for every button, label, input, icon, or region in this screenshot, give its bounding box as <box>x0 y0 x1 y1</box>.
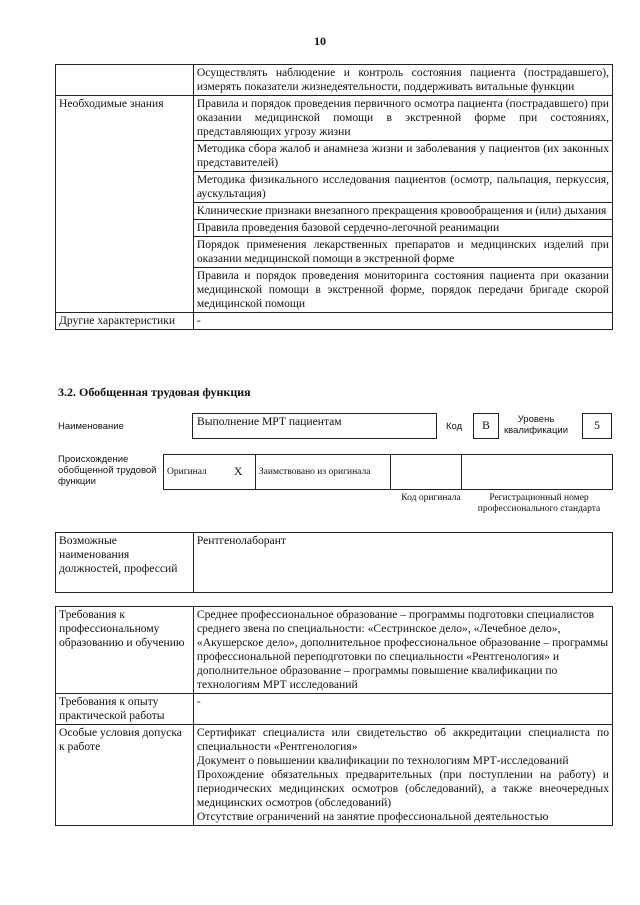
origin-table <box>163 454 613 490</box>
knowledge-item: Правила и порядок проведения мониторинга состояния пациента при оказании медицинской помощи в экстренной форме, порядок передачи бригаде скорой медицинской помощи <box>193 268 612 313</box>
code-value: B <box>473 413 499 439</box>
special-item: Прохождение обязательных предварительных (при поступлении на работу) и периодических медицинских осмотров (обследований), а также внеочередных медицинских осмотров (обследований) <box>196 768 609 809</box>
positions-table <box>55 532 613 593</box>
borrowed-label: Заимствовано из оригинала <box>255 455 390 490</box>
special-item: Документ о повышении квалификации по технологиям МРТ-исследований <box>196 754 569 767</box>
original-mark: X <box>221 455 255 490</box>
special-label: Особые условия допуска к работе <box>56 725 194 826</box>
code-original-label: Код оригинала <box>401 493 461 503</box>
special-item: Отсутствие ограничений на занятие профессиональной деятельностью <box>196 810 549 823</box>
knowledge-item: Методика физикального исследования пациентов (осмотр, пальпация, перкуссия, аускультация) <box>193 172 612 203</box>
page-number: 10 <box>314 34 326 48</box>
knowledge-item: Порядок применения лекарственных препаратов и медицинских изделий при оказании медицинской помощи в экстренной форме <box>193 237 612 268</box>
code-original-cell <box>390 455 462 490</box>
knowledge-table <box>55 64 613 330</box>
reg-number-label: Регистрационный номер профессионального стандарта <box>477 493 601 514</box>
knowledge-item: Клинические признаки внезапного прекращения кровообращения и (или) дыхания <box>193 203 612 220</box>
requirements-table <box>55 606 613 826</box>
name-label: Наименование <box>58 421 124 432</box>
intro-action-cell: Осуществлять наблюдение и контроль состояния пациента (пострадавшего), измерять показатели жизнедеятельности, поддерживать витальные функции <box>193 65 612 96</box>
knowledge-label: Необходимые знания <box>56 96 194 313</box>
positions-label: Возможные наименования должностей, профессий <box>56 533 194 593</box>
level-value: 5 <box>582 413 612 439</box>
experience-label: Требования к опыту практической работы <box>56 694 194 725</box>
other-label: Другие характеристики <box>56 313 194 330</box>
special-value <box>193 725 612 826</box>
experience-value: - <box>193 694 612 725</box>
original-label: Оригинал <box>164 455 222 490</box>
special-item: Сертификат специалиста или свидетельство об аккредитации специалиста по специальности «Рентгенология» <box>196 726 609 753</box>
empty-label-cell <box>56 65 194 96</box>
reg-number-cell <box>462 455 613 490</box>
knowledge-item: Правила проведения базовой сердечно-легочной реанимации <box>193 220 612 237</box>
level-label: Уровень квалификации <box>503 414 569 436</box>
knowledge-item: Правила и порядок проведения первичного осмотра пациента (пострадавшего) при оказании медицинской помощи в экстренной форме при состояниях, представляющих угрозу жизни <box>193 96 612 141</box>
origin-label: Происхождение обобщенной трудовой функции <box>58 454 157 487</box>
code-label: Код <box>446 421 463 432</box>
other-value: - <box>193 313 612 330</box>
positions-value: Рентгенолаборант <box>193 533 612 593</box>
knowledge-item: Методика сбора жалоб и анамнеза жизни и заболевания у пациентов (их законных представителей) <box>193 141 612 172</box>
education-value: Среднее профессиональное образование – программы подготовки специалистов среднего звена по специальности: «Сестринское дело», «Лечебное дело», «Акушерское дело», дополнительное профессиональное образование – программы профессиональной переподготовки по специальности «Рентгенология» и дополнительное образование – программы повышение квалификации по технологиям МРТ исследований <box>193 607 612 694</box>
name-value: Выполнение МРТ пациентам <box>192 413 437 439</box>
education-label: Требования к профессиональному образованию и обучению <box>56 607 194 694</box>
section-heading: 3.2. Обобщенная трудовая функция <box>58 385 251 399</box>
